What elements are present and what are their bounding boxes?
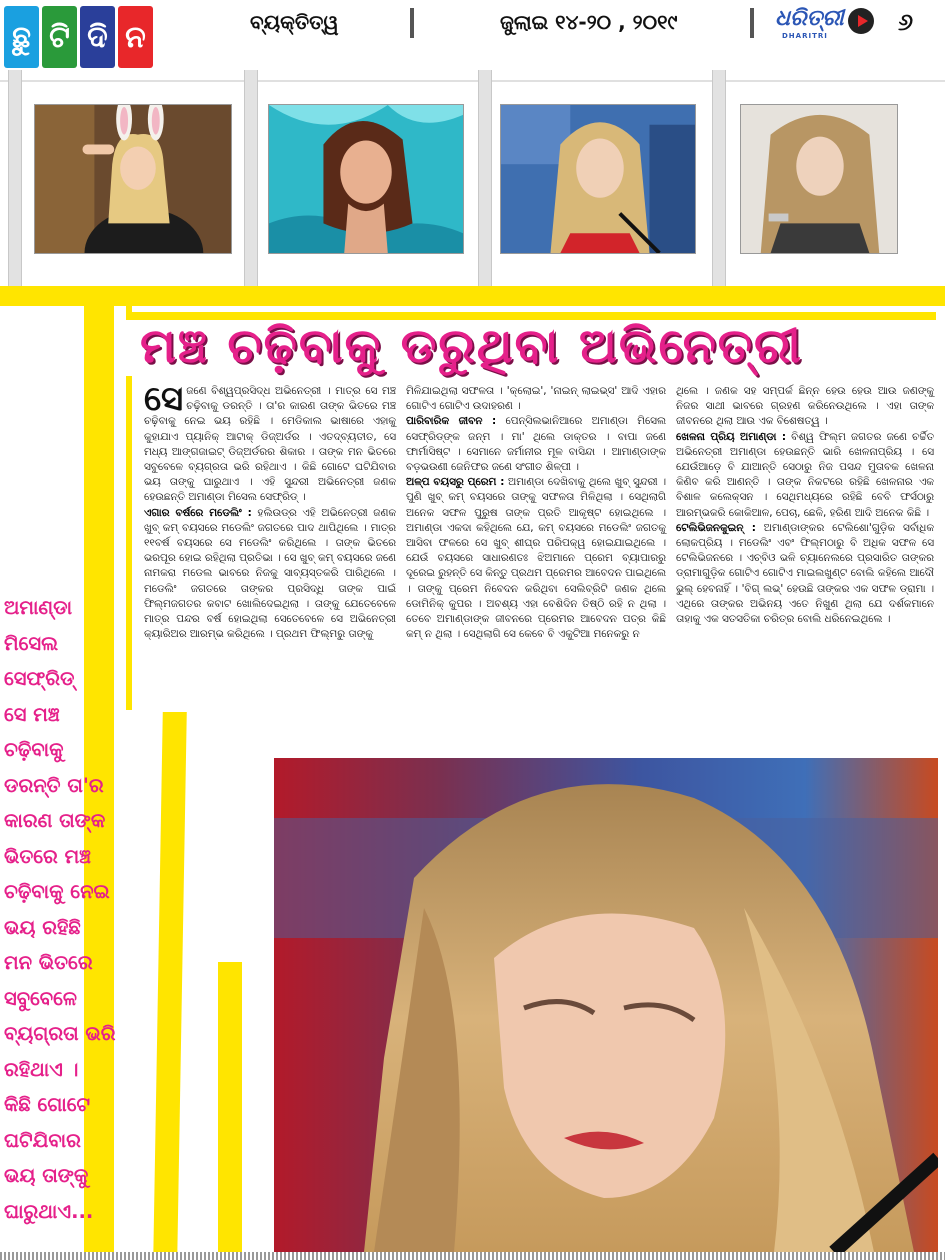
article-column-2 bbox=[406, 384, 666, 642]
pull-quote-line: ମନ ଭିତରେ bbox=[4, 951, 93, 974]
article-intro: ଜଣେ ବିଶ୍ୱପ୍ରସିଦ୍ଧ ଅଭିନେତ୍ରୀ । ମାତ୍ର ସେ ମଞ୍ଚ ଚଢ଼ିବାକୁ ଡରନ୍ତି । ତା'ର କାରଣ ତାଙ୍କ ଭିତରେ ମଞ୍ଚ ଚଢ଼ିବାକୁ ନେଇ ଭୟ ରହିଛି । ମେଡିକାଲ ଭାଷାରେ ଏହାକୁ କୁହାଯାଏ ପ୍ୟାନିକ୍ ଆଟାକ୍ ଡିଜ୍ଅର୍ଡର । ଏତଦ୍‌ବ୍ୟତୀତ, ସେ ମଧ୍ୟ ଆଙ୍ଗଜାଇଟ୍ ଡିଜ୍ଅର୍ଡରର ଶିକାର । ତାଙ୍କ ମନ ଭିତରେ ସବୁବେଳେ ବ୍ୟଗ୍ରତା ଭରି ରହିଥାଏ । କିଛି ଗୋଟେ ଘଟିଯିବାର ଭୟ ତାଙ୍କୁ ଘାରୁଥାଏ । ଏହି ସୁନ୍ଦରୀ ଅଭିନେତ୍ରୀ ଜଣକ ହେଉଛନ୍ତି ଅମାଣ୍ଡା ମିସେଲ ସେଫ୍ରିଡ୍ । bbox=[144, 385, 396, 504]
article-headline: ମଞ୍ଚ ଚଢ଼ିବାକୁ ଡରୁଥିବା ଅଭିନେତ୍ରୀ bbox=[140, 318, 803, 374]
paragraph-family: ପେନ୍‌ସିଲଭାନିଆରେ ଅମାଣ୍ଡା ମିସେଲ ସେଫ୍ରିଡ୍‌ଙ୍କ ଜନ୍ମ । ମା' ଥିଲେ ଡାକ୍ତର । ବାପା ଜଣେ ଫାର୍ମାସିଷ୍ଟ । ସେମାନେ ଜର୍ମାନୀର ମୂଳ ବାସିନ୍ଦା । ଆମାଣ୍ଡାଙ୍କ ବଡ଼ଭଉଣୀ ଜେନିଫର ଜଣେ ସଂଗୀତ ଶିଳ୍ପୀ । bbox=[406, 415, 666, 474]
play-icon bbox=[848, 8, 874, 34]
pull-quote-line: ଚଢ଼ିବାକୁ bbox=[4, 738, 64, 761]
paragraph-toys: ବିଶ୍ୱ ଫିଲ୍ମ ଜଗତର ଜଣେ ଚର୍ଚ୍ଚିତ ଅଭିନେତ୍ରୀ ଅମାଣ୍ଡା ହେଉଛନ୍ତି ଭାରି ଖେଳନାପ୍ରିୟ । ସେ ଯେଉଁଆଡ଼େ ବି ଯାଆନ୍ତି ସେଠାରୁ ନିଜ ପସନ୍ଦ ମୁତାବକ ଖେଳନା କିଣିବ କରି ଆଣନ୍ତି । ତାଙ୍କ ନିକଟରେ ରହିଛି ଖେଳନାର ଏକ ବିଶାଳ କଲେକ୍‌ସନ । ସେଥିମଧ୍ୟରେ ରହିଛି ବେବି ଫର୍ସଠାରୁ ଆରମ୍ଭକରି କୋକିଆଳ, ପେଚା, ଛେଳି, ହରିଣ ଆଦି ଅନେକ କିଛି । bbox=[676, 430, 934, 519]
masthead-letter-1: ଛୁ bbox=[4, 6, 39, 68]
section-title: ବ୍ୟକ୍ତିତ୍ୱ bbox=[250, 10, 339, 34]
photo-pool bbox=[268, 104, 464, 254]
subheading-modeling: ଏଗାର ବର୍ଷରେ ମଡେଲିଂ : bbox=[144, 506, 252, 519]
page-footer-rule bbox=[0, 1252, 945, 1260]
drop-cap: ସେ bbox=[144, 379, 184, 419]
photo-strip-rail bbox=[0, 80, 945, 82]
pull-quote-line: ସବୁବେଳେ bbox=[4, 986, 77, 1010]
issue-date: ଜୁଲାଇ ୧୪-୨୦ , ୨୦୧୯ bbox=[500, 10, 678, 34]
paragraph-modeling: ହଲିଉଡ୍‌ର ଏହି ଅଭିନେତ୍ରୀ ଜଣକ ଖୁବ୍ କମ୍ ବୟସରେ ମଡେଲିଂ ଜଗତରେ ପାଦ ଥାପିଥିଲେ । ମାତ୍ର ୧୧ବର୍ଷ ବୟସରେ ସେ ମଡେଲିଂ କରିଥିଲେ । ତାଙ୍କ ଭିତରେ ଭରପୂର ହୋଇ ରହିଥିଲା ପ୍ରତିଭା । ସେ ଖୁବ୍ କମ୍ ବୟସରେ ଜଣେ ନାମକରା ମଡେଲ ଭାବରେ ନିଜକୁ ସାବ୍ୟସ୍ତକରି ପାରିଥିଲେ । ମଡେଲିଂ ଜଗତରେ ତାଙ୍କର ପ୍ରସିଦ୍ଧି ତାଙ୍କ ପାଇଁ ଫିଲ୍ମଜଗତର କବାଟ ଖୋଲିଦେଇଥିଲା । ତାଙ୍କୁ ଯେତେବେଳେ ମାତ୍ର ପନ୍ଦର ବର୍ଷ ହୋଇଥିଲା ସେତେବେଳେ ସେ ଅଭିନେତ୍ରୀ କ୍ୟାରିଅର ଆରମ୍ଭ କରିଥିଲେ । ପ୍ରଥମ ଫିଲ୍ମରୁ ତାଙ୍କୁ bbox=[144, 506, 396, 641]
pull-quote-line: ରହିଥାଏ । bbox=[4, 1057, 79, 1081]
page-header bbox=[160, 6, 937, 42]
masthead-logo bbox=[4, 6, 153, 68]
paragraph-relationship: ଥିଲେ । ଜଣକ ସହ ସମ୍ପର୍କ ଛିନ୍ନ ହେଉ ହେଉ ଆଉ ଜଣଙ୍କୁ ନିଜର ସାଥୀ ଭାବରେ ଗ୍ରହଣ କରିନେଉଥିଲେ । ଏହା ତାଙ୍କ ଜୀବନରେ ଥିଲା ଆଉ ଏକ ବିଶେଷତ୍ୱ । bbox=[676, 385, 934, 428]
masthead-letter-3: ଦି bbox=[80, 6, 115, 68]
decorative-yellow-bar bbox=[218, 962, 242, 1260]
paragraph-success: ମିଳିଯାଇଥିଲା ସଫଳତା । 'କ୍ଲୋଇ', 'ନାଇନ୍ ଲାଇଭ୍ସ' ଆଦି ଏହାର ଗୋଟିଏ ଗୋଟିଏ ଉଦାହରଣ । bbox=[406, 385, 666, 413]
strip-pole bbox=[712, 70, 726, 290]
pull-quote-line: ଡରନ୍ତି ତା'ର bbox=[4, 773, 104, 797]
newspaper-logo-sub: DHARITRI bbox=[782, 32, 828, 40]
pull-quote-line: ଅମାଣ୍ଡା bbox=[4, 596, 73, 619]
page-number: ୬ bbox=[898, 8, 914, 36]
article-column-3 bbox=[676, 384, 934, 627]
subheading-love: ଅଳ୍ପ ବୟସରୁ ପ୍ରେମ : bbox=[406, 476, 505, 489]
pull-quote-line: ସେ ମଞ୍ଚ bbox=[4, 702, 60, 726]
pull-quote-line: ଘାରୁଥାଏ... bbox=[4, 1199, 94, 1223]
pull-quote bbox=[4, 590, 114, 1229]
photo-strip-bar bbox=[0, 286, 945, 306]
newspaper-logo: ଧରିତ୍ରୀ bbox=[775, 6, 844, 31]
header-divider bbox=[750, 8, 754, 38]
pull-quote-line: ଭିତରେ ମଞ୍ଚ bbox=[4, 844, 91, 868]
photo-portrait bbox=[740, 104, 898, 254]
strip-pole bbox=[478, 70, 492, 290]
pull-quote-line: ଘଟିଯିବାର bbox=[4, 1128, 81, 1152]
strip-pole bbox=[244, 70, 258, 290]
header-divider bbox=[410, 8, 414, 38]
subheading-television: ଟେଲିଭିଜନକୁଇନ୍ : bbox=[676, 521, 756, 534]
pull-quote-line: ସେଫ୍ରିଡ୍ bbox=[4, 667, 75, 690]
masthead-letter-4: ନ bbox=[118, 6, 153, 68]
pull-quote-line: ବ୍ୟଗ୍ରତା ଭରି bbox=[4, 1022, 116, 1045]
pull-quote-line: ଭୟ ରହିଛି bbox=[4, 915, 81, 939]
article-column-1 bbox=[144, 379, 396, 642]
photo-bunny-ears bbox=[34, 104, 232, 254]
pull-quote-line: ଭୟ ତାଙ୍କୁ bbox=[4, 1164, 89, 1187]
pull-quote-line: କାରଣ ତାଙ୍କ bbox=[4, 809, 106, 832]
pull-quote-line: ମିସେଲ bbox=[4, 631, 59, 655]
subheading-family: ପାରିବାରିକ ଜୀବନ : bbox=[406, 415, 497, 428]
strip-pole bbox=[8, 70, 22, 290]
main-photo-actress bbox=[274, 758, 938, 1252]
subheading-toys: ଖେଳନା ପ୍ରିୟ ଅମାଣ୍ଡା : bbox=[676, 430, 786, 443]
paragraph-love: ଅମାଣ୍ଡା ଦେଖିବାକୁ ଥିଲେ ଖୁବ୍ ସୁନ୍ଦରୀ । ପୁଣି ଖୁବ୍ କମ୍ ବୟସରେ ତାଙ୍କୁ ସଫଳତା ମିଳିଥିଲା । ସେଥିଲାଗି ଅନେକ ସଫଳ ପୁରୁଷ ତାଙ୍କ ପ୍ରତି ଆକୃଷ୍ଟ ହୋଇଥିଲେ । ଅମାଣ୍ଡା ଏକଦା କହିଥିଲେ ଯେ, କମ୍ ବୟସରେ ମଡେଲିଂ ଜଗତକୁ ଆସିବା ଫଳରେ ସେ ଖୁବ୍ ଶୀଘ୍ର ପରିପକ୍ୱ ହୋଇଯାଇଥିଲେ । ଯେଉଁ ବୟସରେ ସାଧାରଣତଃ ଝିଅମାନେ ପ୍ରେମ ବ୍ୟାପାରରୁ ଦୂରେଇ ରୁହନ୍ତି ସେ କିନ୍ତୁ ପ୍ରଥମ ପ୍ରେମର ଆବେଦନ ପାଇଥିଲେ । ତାଙ୍କୁ ପ୍ରେମ ନିବେଦନ କରିଥିବା ସେଲିବ୍ରିଟି ଜଣକ ଥିଲେ ଡୋମିନିକ୍ କୁପର । ଅବଶ୍ୟ ଏହା ବେଶିଦିନ ତିଷ୍ଠି ରହି ନ ଥିଲା । ତେବେ ଅମାଣ୍ଡାଙ୍କ ଜୀବନରେ ପ୍ରେମର ଆବେଦନ ପତ୍ର କିଛି କମ୍ ନ ଥିଲା । ସେଥିଲାଗି ସେ କେବେ ବି ଏକୁଟିଆ ମନେକରୁ ନ bbox=[406, 476, 666, 641]
pull-quote-line: କିଛି ଗୋଟେ bbox=[4, 1093, 91, 1116]
decorative-yellow-bar bbox=[153, 712, 187, 1260]
pull-quote-line: ଚଢ଼ିବାକୁ ନେଇ bbox=[4, 880, 110, 903]
photo-press-conference bbox=[500, 104, 696, 254]
paragraph-television: ଅମାଣ୍ଡାଙ୍କର ଟେଲିଶୋ'ଗୁଡ଼ିକ ସର୍ବାଧିକ ଲୋକପ୍ରିୟ । ମଡେଲିଂ ଏବଂ ଫିଲ୍ମଠାରୁ ବି ଅଧିକ ସଫଳ ସେ ଟେଲିଭିଜନରେ । ଏଚ୍‌ବିଓ ଭଳି ଚ୍ୟାନେଲରେ ପ୍ରସାରିତ ତାଙ୍କର ଡ୍ରାମାଗୁଡ଼ିକ ଗୋଟିଏ ଗୋଟିଏ ମାଇଲଖୁଣ୍ଟ ବୋଲି କହିଲେ ଆଦୌ ଭୁଲ୍ ହେବନାହିଁ । 'ବିଗ୍ ଲଭ୍' ହେଉଛି ତାଙ୍କର ଏକ ସଫଳ ଡ୍ରାମା । ଏଥିରେ ତାଙ୍କର ଅଭିନୟ ଏତେ ନିଖୁଣ ଥିଲା ଯେ ଦର୍ଶକମାନେ ତାହାକୁ ଏକ ସତସତିକା ଚରିତ୍ର ବୋଲି ଧରିନେଇଥିଲେ । bbox=[676, 521, 934, 626]
masthead-letter-2: ଟି bbox=[42, 6, 77, 68]
